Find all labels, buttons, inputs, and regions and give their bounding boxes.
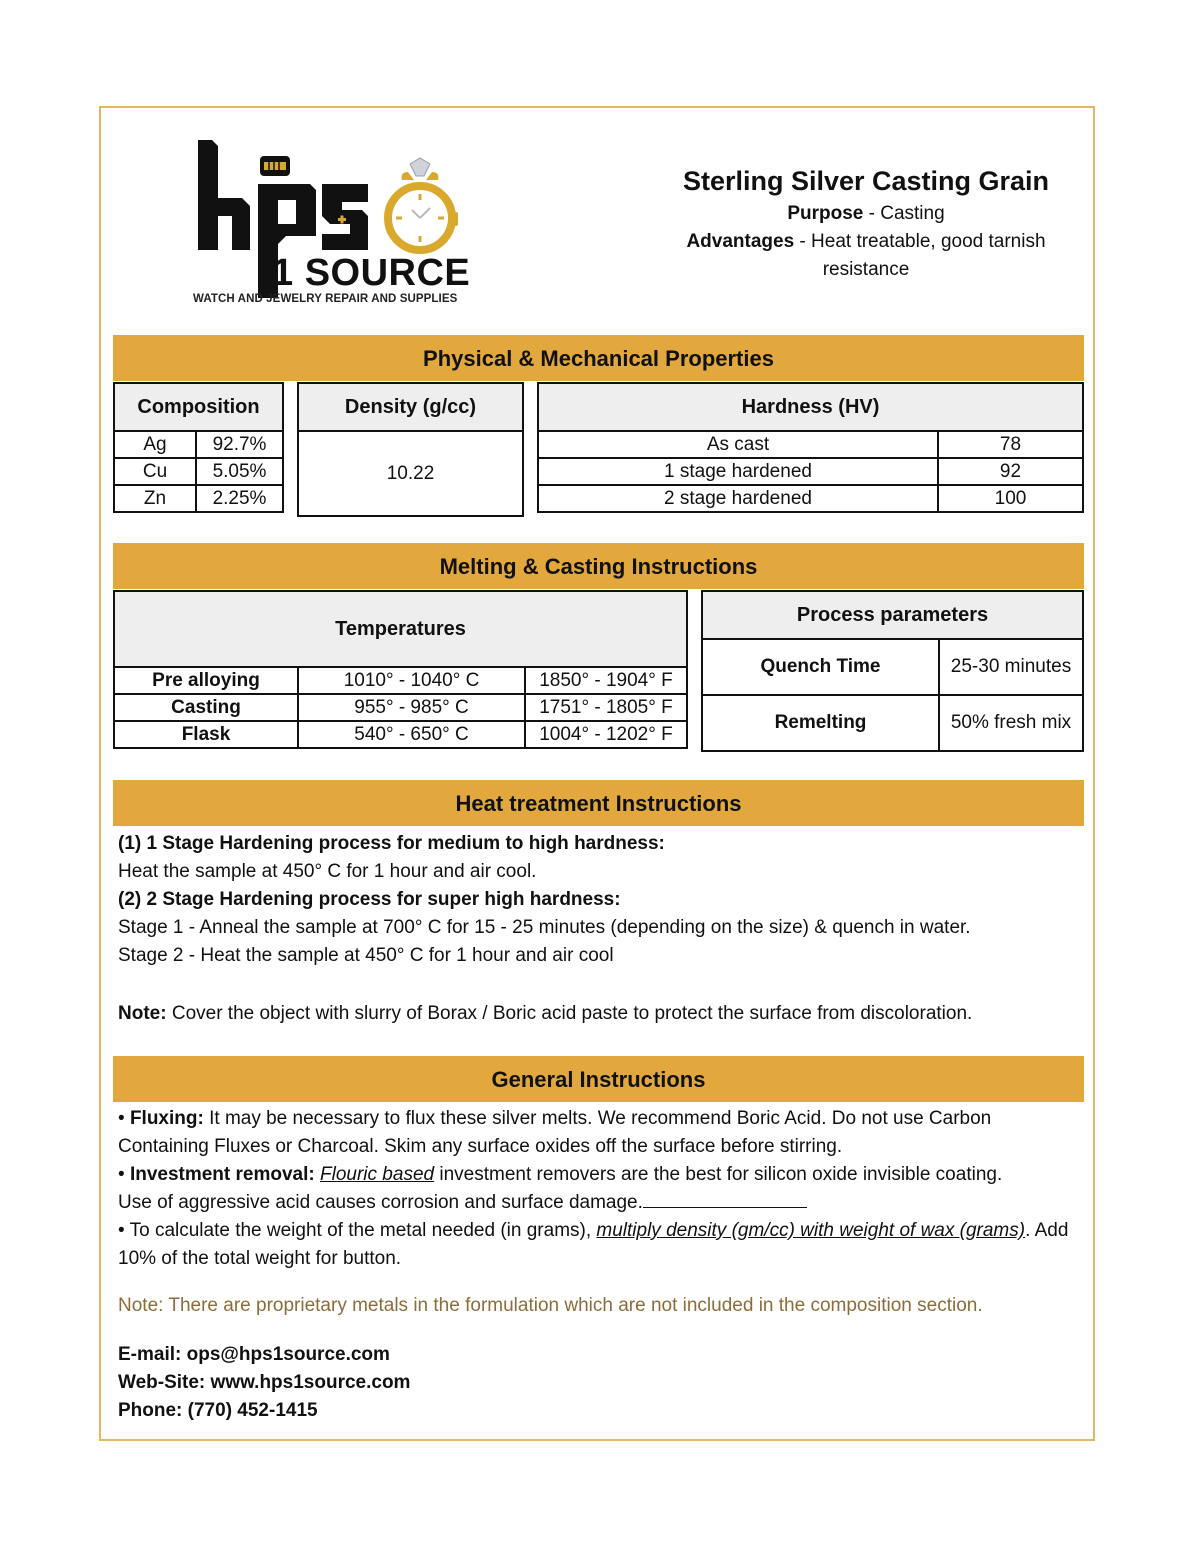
investment-item [118, 1161, 1078, 1217]
stage-cell: Casting [114, 694, 298, 721]
density-value: 10.22 [298, 431, 523, 516]
contact-phone: Phone: (770) 452-1415 [118, 1400, 318, 1421]
stage-cell: Flask [114, 721, 298, 748]
section-heading-general: General Instructions [113, 1056, 1084, 1102]
heat-note [118, 1000, 1078, 1028]
bullet: • [118, 1108, 125, 1129]
stage-cell: Pre alloying [114, 667, 298, 694]
table-row [702, 639, 1083, 695]
param-value-cell: 25-30 minutes [939, 639, 1083, 695]
celsius-cell: 955° - 985° C [298, 694, 525, 721]
density-header: Density (g/cc) [298, 383, 523, 431]
heat-treatment-body [118, 830, 1078, 1028]
logo-wordmark: 1 SOURCE [272, 252, 471, 294]
table-row [702, 695, 1083, 751]
note-label: Note: [118, 1003, 167, 1024]
element-cell: Cu [114, 458, 196, 485]
element-cell: Zn [114, 485, 196, 512]
step1-title: (1) 1 Stage Hardening process for medium to high hardness: [118, 833, 665, 854]
condition-cell: As cast [538, 431, 938, 458]
table-row [114, 458, 283, 485]
fluxing-label: Fluxing: [129, 1108, 204, 1129]
contact-email: E-mail: ops@hps1source.com [118, 1344, 390, 1365]
fahrenheit-cell: 1850° - 1904° F [525, 667, 687, 694]
step2-stage2: Stage 2 - Heat the sample at 450° C for 1 hour and air cool [118, 945, 614, 966]
table-row [538, 485, 1083, 512]
calc-text2: . Add 10% of the total weight for button. [118, 1220, 1069, 1269]
celsius-cell: 540° - 650° C [298, 721, 525, 748]
watch-ring-icon [388, 158, 458, 250]
param-value-cell: 50% fresh mix [939, 695, 1083, 751]
element-cell: Ag [114, 431, 196, 458]
calc-text1: To calculate the weight of the metal needed (in grams), [124, 1220, 597, 1241]
param-cell: Remelting [702, 695, 939, 751]
hardness-cell: 100 [938, 485, 1083, 512]
temperatures-table [113, 590, 688, 749]
logo-tagline: WATCH AND JEWELRY REPAIR AND SUPPLIES [193, 293, 458, 305]
table-row [114, 431, 283, 458]
product-title: Sterling Silver Casting Grain [682, 166, 1050, 196]
hardness-cell: 78 [938, 431, 1083, 458]
celsius-cell: 1010° - 1040° C [298, 667, 525, 694]
advantages-value: - Heat treatable, good tarnish resistance [794, 231, 1046, 280]
hardness-cell: 92 [938, 458, 1083, 485]
table-row [538, 458, 1083, 485]
step1-text: Heat the sample at 450° C for 1 hour and air cool. [118, 861, 537, 882]
section-heading-heat-treatment: Heat treatment Instructions [113, 780, 1084, 826]
advantages-line [660, 228, 1072, 284]
contact-website: Web-Site: www.hps1source.com [118, 1372, 411, 1393]
product-header [660, 162, 1072, 284]
fluxing-item [118, 1105, 1078, 1161]
investment-emphasis: Flouric based [320, 1164, 435, 1185]
purpose-value: - Casting [863, 203, 945, 224]
fahrenheit-cell: 1004° - 1202° F [525, 721, 687, 748]
calc-item [118, 1217, 1078, 1273]
fluxing-text: It may be necessary to flux these silver melts. We recommend Boric Acid. Do not use Carbon Containing Fluxes or Charcoal. Skim any surface oxides off the surface before stirring. [118, 1108, 992, 1157]
percent-cell: 5.05% [196, 458, 283, 485]
process-header: Process parameters [702, 591, 1083, 639]
advantages-label: Advantages [686, 231, 795, 252]
step2-title: (2) 2 Stage Hardening process for super high hardness: [118, 889, 621, 910]
composition-table [113, 382, 284, 513]
note-text: Cover the object with slurry of Borax / Boric acid paste to protect the surface from discoloration. [166, 1003, 973, 1024]
bullet: • [118, 1220, 125, 1241]
section-heading-melting: Melting & Casting Instructions [113, 543, 1084, 589]
table-row [114, 667, 687, 694]
blank-line [643, 1189, 807, 1208]
composition-header: Composition [114, 383, 283, 431]
hardness-table [537, 382, 1084, 513]
investment-text2: Use of aggressive acid causes corrosion and surface damage. [118, 1192, 643, 1213]
investment-label: Investment removal: [129, 1164, 315, 1185]
percent-cell: 92.7% [196, 431, 283, 458]
calc-emphasis: multiply density (gm/cc) with weight of wax (grams) [596, 1220, 1026, 1241]
condition-cell: 2 stage hardened [538, 485, 938, 512]
hardness-header: Hardness (HV) [538, 383, 1083, 431]
percent-cell: 2.25% [196, 485, 283, 512]
table-row [114, 694, 687, 721]
purpose-label: Purpose [787, 203, 864, 224]
step2-stage1: Stage 1 - Anneal the sample at 700° C for 15 - 25 minutes (depending on the size) & quench in water. [118, 917, 971, 938]
table-row [114, 721, 687, 748]
density-table [297, 382, 524, 517]
table-row [114, 485, 283, 512]
condition-cell: 1 stage hardened [538, 458, 938, 485]
proprietary-note: Note: There are proprietary metals in the formulation which are not included in the composition section. [118, 1295, 983, 1316]
bullet: • [118, 1164, 125, 1185]
general-body [118, 1105, 1078, 1273]
process-parameters-table [701, 590, 1084, 752]
investment-text1: investment removers are the best for silicon oxide invisible coating. [434, 1164, 1003, 1185]
fahrenheit-cell: 1751° - 1805° F [525, 694, 687, 721]
purpose-line [660, 200, 1072, 228]
section-heading-physical: Physical & Mechanical Properties [113, 335, 1084, 381]
contact-info [118, 1341, 1078, 1425]
table-row [538, 431, 1083, 458]
param-cell: Quench Time [702, 639, 939, 695]
temperatures-header: Temperatures [114, 591, 687, 667]
